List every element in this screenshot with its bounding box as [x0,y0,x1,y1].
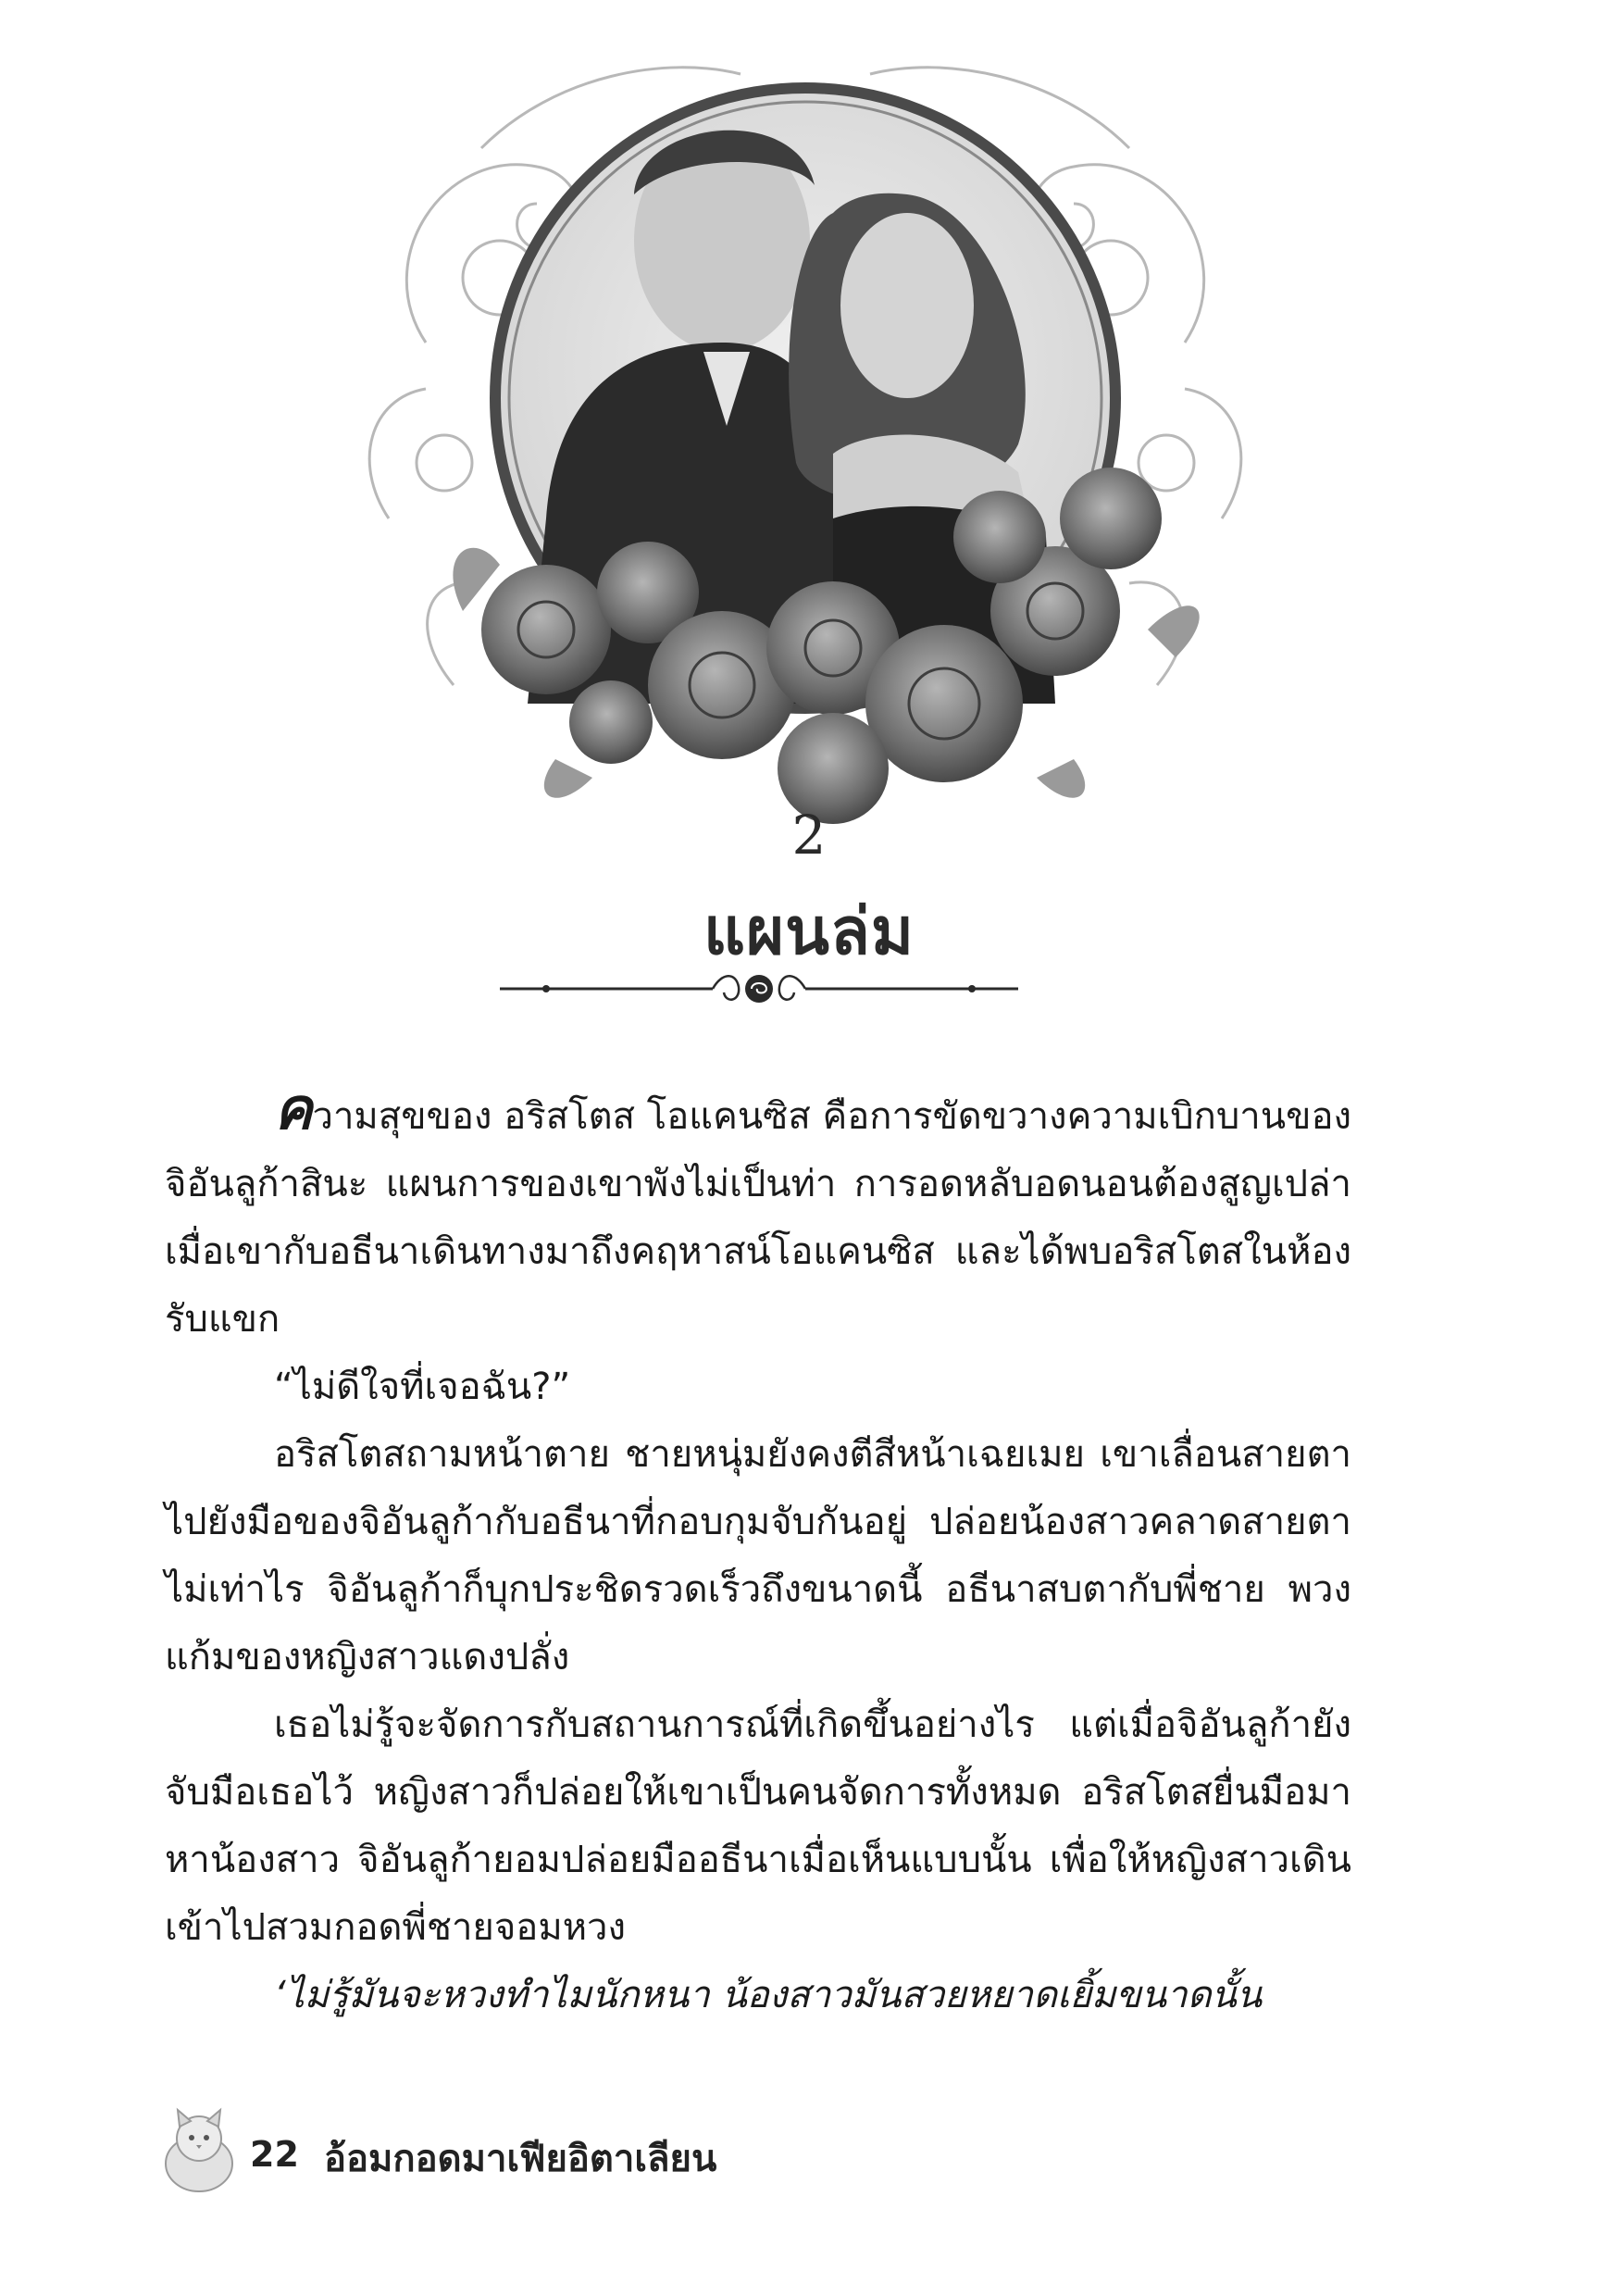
paragraph-3: อริสโตสถามหน้าตาย ชายหนุ่มยังคงตีสีหน้าเฉยเมย เขาเลื่อนสายตาไปยังมือของจิอันลูก้ากับอธีนาที่กอบกุมจับกันอยู่ ปล่อยน้องสาวคลาดสายตาไม่เท่าไร จิอันลูก้าก็บุกประชิดรวดเร็วถึงขนาดนี้ อธีนาสบตากับพี่ชาย พวงแก้มของหญิงสาวแดงปลั่ง [165,1433,1351,1678]
chapter-title: แผนล่ม [703,893,915,969]
paragraph-4: เธอไม่รู้จะจัดการกับสถานการณ์ที่เกิดขึ้นอย่างไร แต่เมื่อจิอันลูก้ายังจับมือเธอไว้ หญิงสาวก็ปล่อยให้เขาเป็นคนจัดการทั้งหมด อริสโตสยื่นมือมาหาน้องสาว จิอันลูก้ายอมปล่อยมืออธีนาเมื่อเห็นแบบนั้น เพื่อให้หญิงสาวเดินเข้าไปสวมกอดพี่ชายจอมหวง [165,1703,1351,1949]
paragraph-1 [165,1075,1351,1354]
title-divider-ornament [500,961,1018,1017]
paragraph-1-text: วามสุขของ อริสโตส โอแคนซิส คือการขัดขวางความเบิกบานของจิอันลูก้าสินะ แผนการของเขาพังไม่เป็นท่า การอดหลับอดนอนต้องสูญเปล่า เมื่อเขากับอธีนาเดินทางมาถึงคฤหาสน์โอแคนซิส และได้พบอริสโตสในห้องรับแขก [165,1095,1351,1341]
paragraph-2: “ไม่ดีใจที่เจอฉัน?” [274,1366,571,1408]
chapter-body [165,1075,1351,2029]
paragraph-5: ‘ไม่รู้มันจะหวงทำไมนักหนา น้องสาวมันสวยหยาดเยิ้มขนาดนั้น [274,1974,1263,2016]
chapter-number: 2 [791,804,827,867]
drop-cap: ค [274,1075,313,1142]
page-footer [157,2106,990,2199]
book-title: อ้อมกอดมาเฟียอิตาเลียน [324,2138,717,2180]
chapter-illustration [315,37,1296,889]
page-number: 22 [250,2134,299,2175]
cat-icon [157,2106,241,2194]
